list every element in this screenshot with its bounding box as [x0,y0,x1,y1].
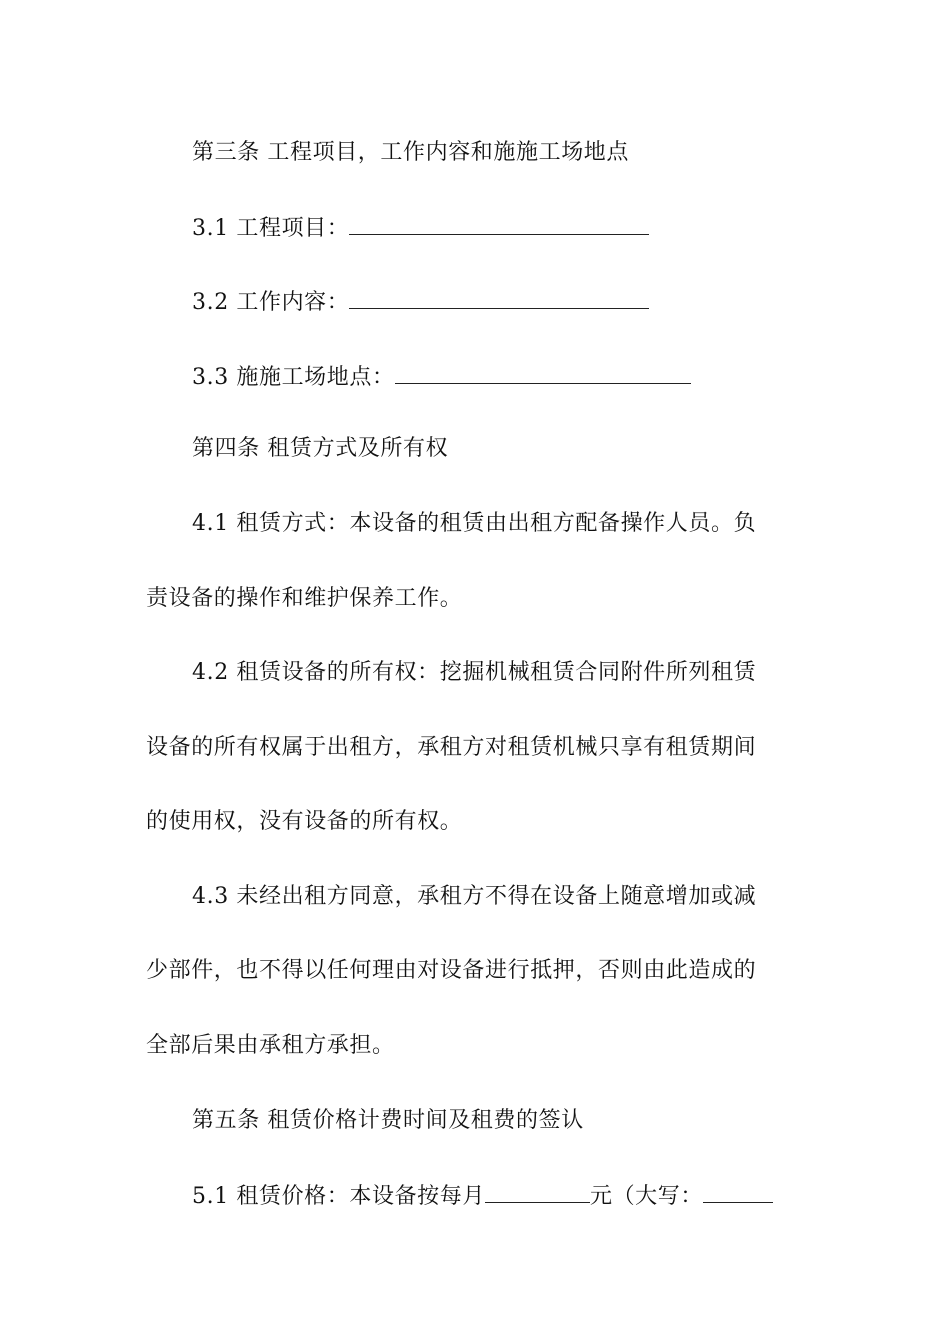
clause-5-1-middle: 元（大写： [589,1184,703,1209]
clause-5-1-label: 5.1 租赁价格：本设备按每月 [192,1184,485,1209]
clause-4-1-line-1 [192,509,756,539]
project-name-blank [349,212,649,235]
paragraph-text: 全部后果由承租方承担。 [146,1033,395,1058]
clause-4-1-line-2 [146,584,462,614]
paragraph-text: 4.2 租赁设备的所有权：挖掘机械租赁合同附件所列租赁 [192,660,757,685]
clause-4-3-line-2 [146,956,756,986]
site-location-blank [395,361,691,384]
article-5-heading-text: 第五条 租赁价格计费时间及租费的签认 [192,1108,584,1133]
article-4-heading [192,434,448,464]
clause-3-2 [192,286,649,318]
paragraph-text: 少部件，也不得以任何理由对设备进行抵押，否则由此造成的 [146,958,757,983]
work-content-blank [349,286,649,309]
clause-4-3-line-3 [146,1031,395,1061]
clause-4-2-line-1 [192,658,756,688]
paragraph-text: 责设备的操作和维护保养工作。 [146,586,463,611]
paragraph-text: 的使用权，没有设备的所有权。 [146,809,463,834]
paragraph-text: 4.3 未经出租方同意，承租方不得在设备上随意增加或减 [192,884,757,909]
clause-4-2-line-2 [146,733,756,763]
article-4-heading-text: 第四条 租赁方式及所有权 [192,436,449,461]
clause-4-2-line-3 [146,807,462,837]
article-3-heading-text: 第三条 工程项目，工作内容和施施工场地点 [192,140,629,165]
clause-3-2-label: 3.2 工作内容： [192,290,350,315]
clause-4-3-line-1 [192,882,756,912]
article-3-heading [192,138,629,168]
clause-3-1-label: 3.1 工程项目： [192,216,350,241]
paragraph-text: 4.1 租赁方式：本设备的租赁由出租方配备操作人员。负 [192,511,757,536]
monthly-price-blank [485,1180,590,1203]
price-in-words-blank [703,1180,773,1203]
article-5-heading [192,1106,584,1136]
clause-3-3 [192,361,691,393]
clause-5-1 [192,1180,773,1212]
clause-3-1 [192,212,649,244]
paragraph-text: 设备的所有权属于出租方，承租方对租赁机械只享有租赁期间 [146,735,757,760]
clause-3-3-label: 3.3 施施工场地点： [192,365,395,390]
